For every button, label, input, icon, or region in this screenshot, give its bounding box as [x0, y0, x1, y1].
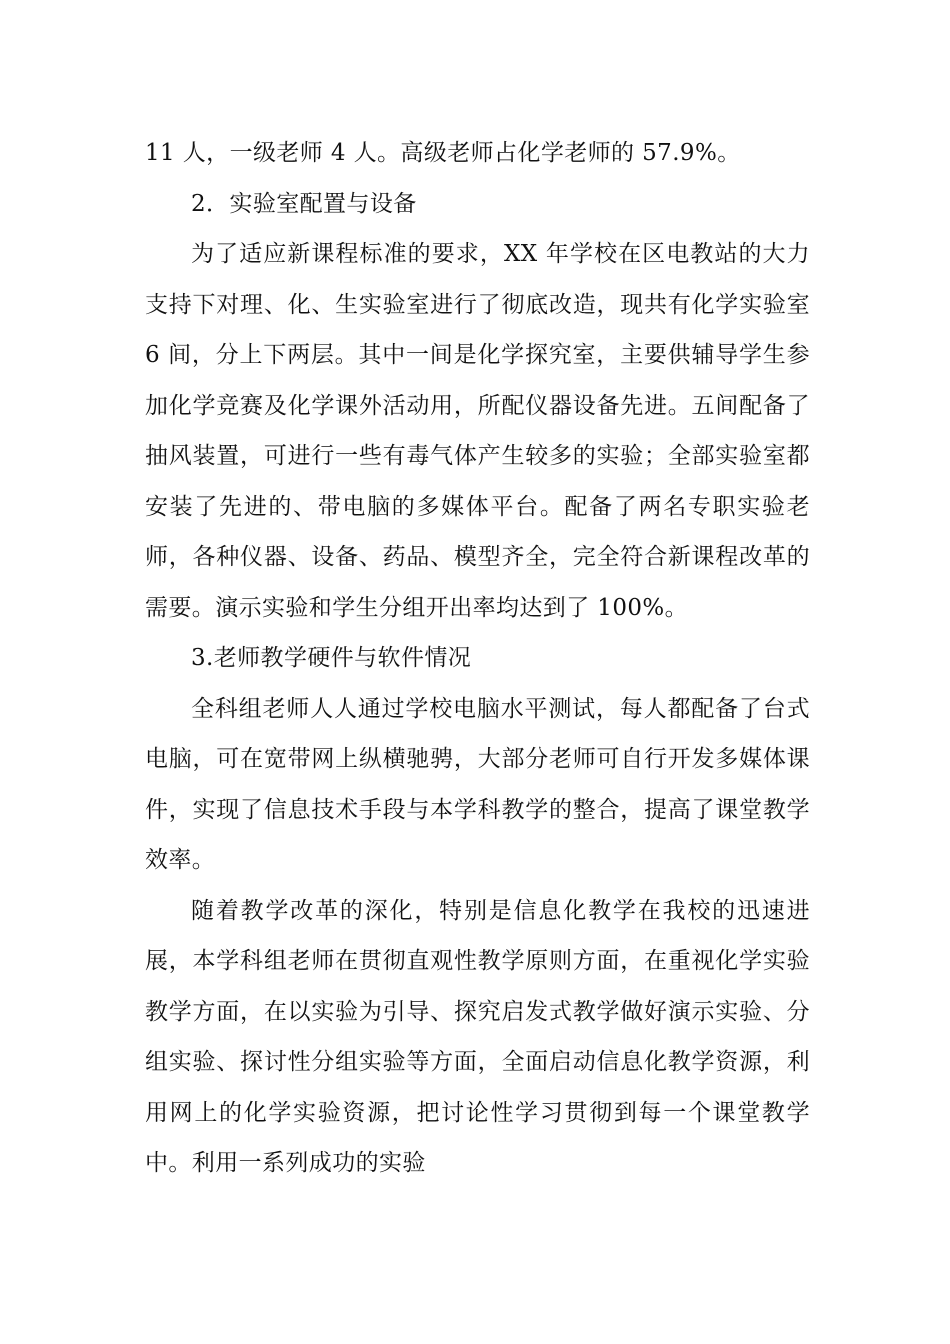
- paragraph-lab-equipment: 为了适应新课程标准的要求，XX 年学校在区电教站的大力支持下对理、化、生实验室进行了彻底改造，现共有化学实验室 6 间，分上下两层。其中一间是化学探究室，主要供辅导学生参加化学竞赛及化学课外活动用，所配仪器设备先进。五间配备了抽风装置，可进行一些有毒气体产生较多的实验；全部实验室都安装了先进的、带电脑的多媒体平台。配备了两名专职实验老师，各种仪器、设备、药品、模型齐全，完全符合新课程改革的需要。演示实验和学生分组开出率均达到了 100%。: [145, 241, 810, 621]
- paragraph-teacher-stats: 11 人，一级老师 4 人。高级老师占化学老师的 57.9%。: [145, 140, 741, 166]
- document-body: [145, 128, 810, 1189]
- heading-teaching-hardware: 3.老师教学硬件与软件情况: [191, 645, 472, 671]
- paragraph-teaching-reform: 随着教学改革的深化，特别是信息化教学在我校的迅速进展，本学科组老师在贯彻直观性教学原则方面，在重视化学实验教学方面，在以实验为引导、探究启发式教学做好演示实验、分组实验、探讨性分组实验等方面，全面启动信息化教学资源，利用网上的化学实验资源，把讨论性学习贯彻到每一个课堂教学中。利用一系列成功的实验: [145, 897, 810, 1176]
- paragraph-teaching-hardware: 全科组老师人人通过学校电脑水平测试，每人都配备了台式电脑，可在宽带网上纵横驰骋，大部分老师可自行开发多媒体课件，实现了信息技术手段与本学科教学的整合，提高了课堂教学效率。: [145, 695, 810, 873]
- heading-lab-equipment: 2．实验室配置与设备: [191, 190, 417, 217]
